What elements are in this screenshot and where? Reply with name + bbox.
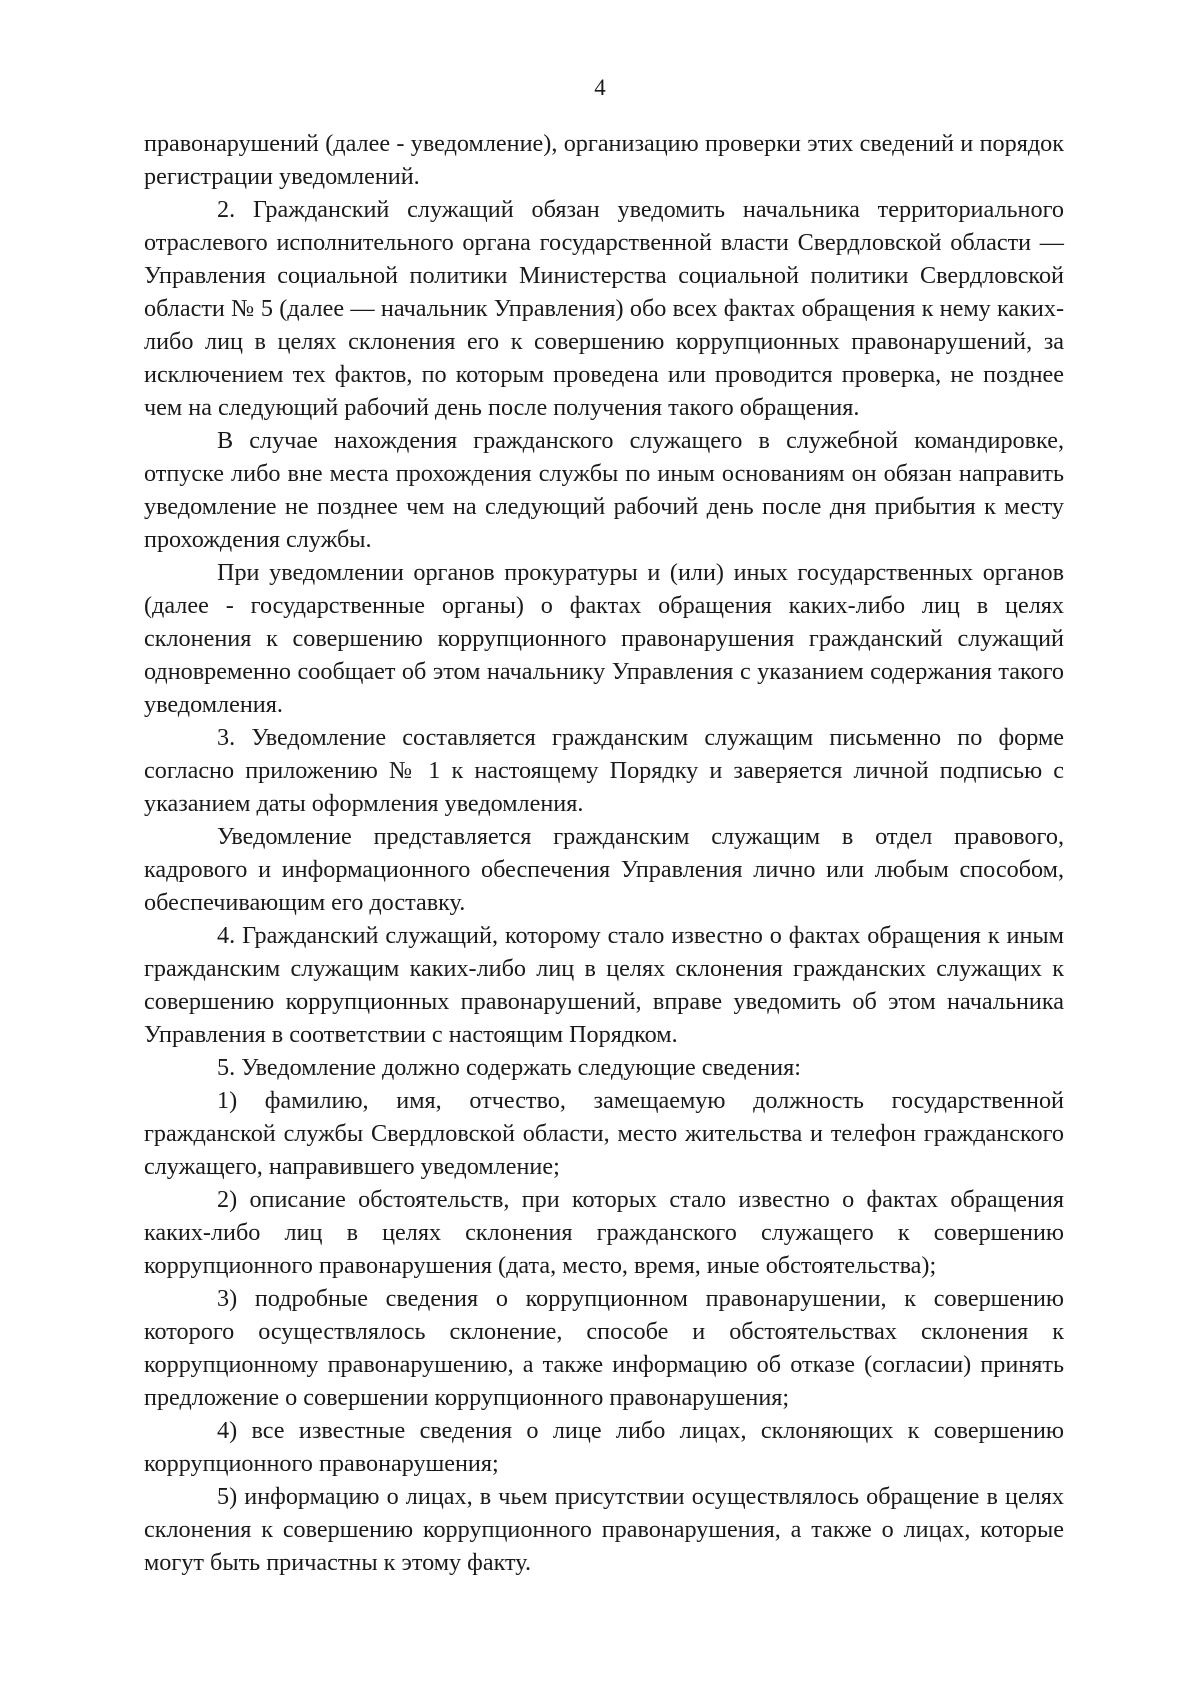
list-item-1: 1) фамилию, имя, отчество, замещаемую должность государственной гражданской службы Свердловской области, место жительства и телефон гражданского служащего, направившего уведомление; (144, 1087, 1064, 1180)
paragraph-submission: Уведомление представляется гражданским служащим в отдел правового, кадрового и информационного обеспечения Управления лично или любым способом, обеспечивающим его доставку. (144, 823, 1064, 916)
list-item-4: 4) все известные сведения о лице либо лицах, склоняющих к совершению коррупционного правонарушения; (144, 1417, 1064, 1477)
list-item-2: 2) описание обстоятельств, при которых стало известно о фактах обращения каких-либо лиц в целях склонения гражданского служащего к совершению коррупционного правонарушения (дата, место, время, иные обстоятельства); (144, 1186, 1064, 1279)
paragraph-continuation: правонарушений (далее - уведомление), организацию проверки этих сведений и порядок регистрации уведомлений. (144, 130, 1064, 190)
paragraph-business-trip: В случае нахождения гражданского служащего в служебной командировке, отпуске либо вне места прохождения службы по иным основаниям он обязан направить уведомление не позднее чем на следующий рабочий день после дня прибытия к месту прохождения службы. (144, 427, 1064, 553)
page-number: 4 (594, 75, 606, 100)
list-item-5: 5) информацию о лицах, в чьем присутствии осуществлялось обращение в целях склонения к совершению коррупционного правонарушения, а также о лицах, которые могут быть причастны к этому факту. (144, 1483, 1064, 1576)
paragraph-prosecutor-notice: При уведомлении органов прокуратуры и (или) иных государственных органов (далее - государственные органы) о фактах обращения каких-либо лиц в целях склонения к совершению коррупционного правонарушения гражданский служащий одновременно сообщает об этом начальнику Управления с указанием содержания такого уведомления. (144, 559, 1064, 718)
paragraph-item-4: 4. Гражданский служащий, которому стало известно о фактах обращения к иным гражданским служащим каких-либо лиц в целях склонения гражданских служащих к совершению коррупционных правонарушений, вправе уведомить об этом начальника Управления в соответствии с настоящим Порядком. (144, 922, 1064, 1048)
paragraph-item-2: 2. Гражданский служащий обязан уведомить начальника территориального отраслевого исполнительного органа государственной власти Свердловской области — Управления социальной политики Министерства социальной политики Свердловской области № 5 (далее — начальник Управления) обо всех фактах обращения к нему каких-либо лиц в целях склонения его к совершению коррупционных правонарушений, за исключением тех фактов, по которым проведена или проводится проверка, не позднее чем на следующий рабочий день после получения такого обращения. (144, 196, 1064, 421)
list-item-3: 3) подробные сведения о коррупционном правонарушении, к совершению которого осуществлялось склонение, способе и обстоятельствах склонения к коррупционному правонарушению, а также информацию об отказе (согласии) принять предложение о совершении коррупционного правонарушения; (144, 1285, 1064, 1411)
paragraph-item-3: 3. Уведомление составляется гражданским служащим письменно по форме согласно приложению № 1 к настоящему Порядку и заверяется личной подписью с указанием даты оформления уведомления. (144, 724, 1064, 817)
paragraph-item-5: 5. Уведомление должно содержать следующие сведения: (217, 1054, 801, 1081)
document-body (144, 127, 1064, 1579)
